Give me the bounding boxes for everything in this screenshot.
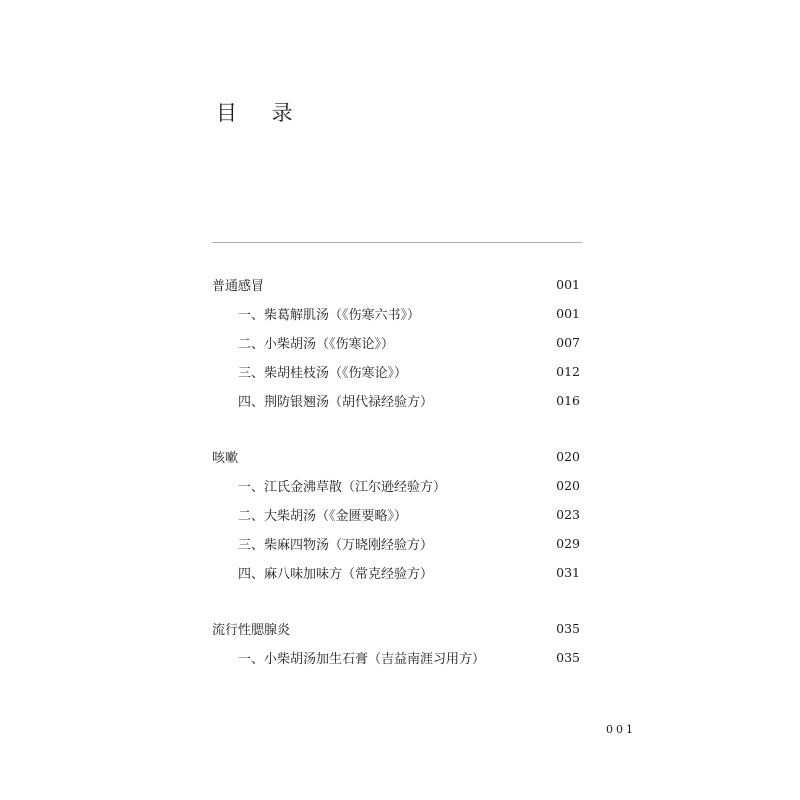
- toc-heading-label: 流行性腮腺炎: [212, 623, 291, 638]
- toc-section: [212, 270, 580, 415]
- toc-page-number: 001: [556, 277, 580, 292]
- toc-entry-label: 二、大柴胡汤（《金匮要略》）: [238, 509, 408, 524]
- toc-page-number: 029: [556, 536, 580, 551]
- toc-page-number: 023: [556, 507, 580, 522]
- toc-entry[interactable]: [212, 471, 580, 500]
- toc-page-number: 001: [556, 306, 580, 321]
- toc-section: [212, 614, 580, 672]
- toc-heading-label: 普通感冒: [212, 279, 265, 294]
- toc-entry[interactable]: [212, 386, 580, 415]
- toc-entry-label: 一、小柴胡汤加生石膏（吉益南涯习用方）: [238, 652, 486, 667]
- toc-entry-label: 三、柴麻四物汤（万晓刚经验方）: [238, 538, 434, 553]
- divider-rule: [212, 242, 582, 243]
- toc-entry[interactable]: [212, 357, 580, 386]
- toc-page-number: 031: [556, 565, 580, 580]
- toc-entry[interactable]: [212, 500, 580, 529]
- toc-entry[interactable]: [212, 529, 580, 558]
- toc-section-heading[interactable]: [212, 270, 580, 299]
- toc-page-number: 012: [556, 364, 580, 379]
- toc-entry-label: 三、柴胡桂枝汤（《伤寒论》）: [238, 366, 408, 381]
- page-title: 目 录: [216, 101, 307, 125]
- toc-page-number: 035: [556, 650, 580, 665]
- toc-page-number: 020: [556, 449, 580, 464]
- toc-entry-label: 一、柴葛解肌汤（《伤寒六书》）: [238, 308, 421, 323]
- toc-entry[interactable]: [212, 328, 580, 357]
- toc-entry-label: 四、麻八味加味方（常克经验方）: [238, 567, 434, 582]
- toc-heading-label: 咳嗽: [212, 451, 239, 466]
- toc-page-number: 035: [556, 621, 580, 636]
- toc-page-number: 016: [556, 393, 580, 408]
- toc-page-number: 007: [556, 335, 580, 350]
- toc-entry[interactable]: [212, 558, 580, 587]
- page-folio: 001: [606, 723, 636, 736]
- toc-entry-label: 一、江氏金沸草散（江尔逊经验方）: [238, 480, 447, 495]
- toc-entry[interactable]: [212, 643, 580, 672]
- toc-section: [212, 442, 580, 587]
- toc-section-heading[interactable]: [212, 442, 580, 471]
- toc-entry[interactable]: [212, 299, 580, 328]
- toc-entry-label: 二、小柴胡汤（《伤寒论》）: [238, 337, 395, 352]
- table-of-contents: [212, 270, 580, 699]
- toc-section-heading[interactable]: [212, 614, 580, 643]
- toc-page-number: 020: [556, 478, 580, 493]
- toc-entry-label: 四、荆防银翘汤（胡代禄经验方）: [238, 395, 434, 410]
